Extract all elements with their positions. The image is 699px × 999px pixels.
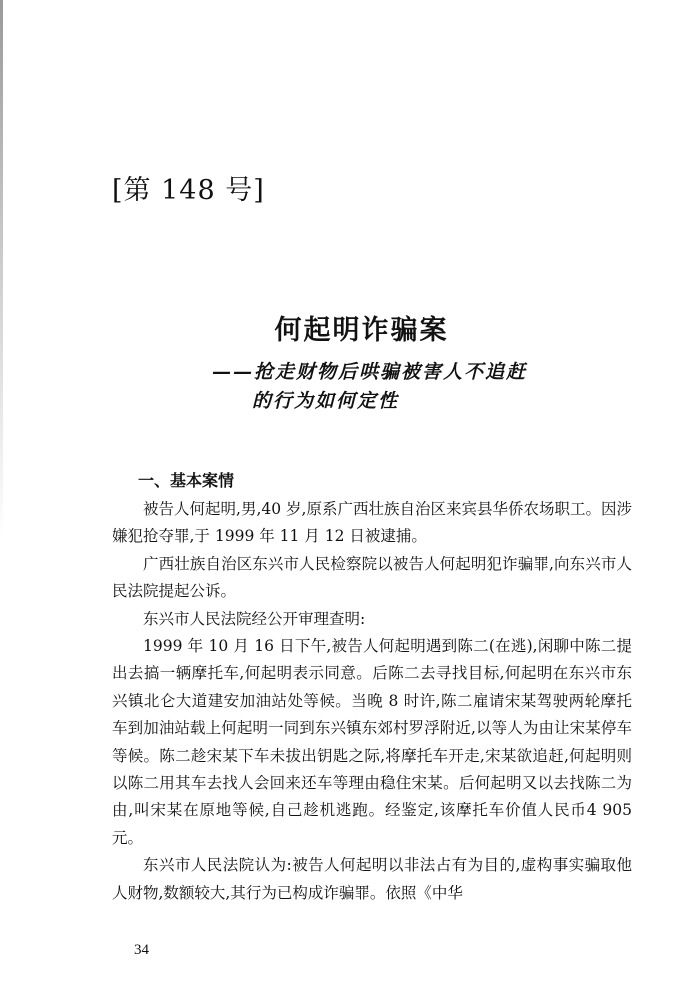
paragraph-court-findings-intro: 东兴市人民法院经公开审理查明:: [143, 609, 366, 628]
paragraph-court-opinion: 东兴市人民法院认为:被告人何起明以非法占有为目的,虚构事实骗取他人财物,数额较大,其行为已构成诈骗罪。依照《中华: [112, 856, 632, 902]
paragraph-prosecution: 广西壮族自治区东兴市人民检察院以被告人何起明犯诈骗罪,向东兴市人民法院提起公诉。: [112, 554, 632, 601]
case-title: 何起明诈骗案: [274, 315, 449, 346]
body-text: [112, 496, 632, 907]
scan-edge-shadow: [0, 0, 3, 540]
case-subtitle-line1: ——抢走财物后哄骗被害人不追赶: [212, 361, 528, 383]
paragraph-defendant-info: 被告人何起明,男,40 岁,原系广西壮族自治区来宾县华侨农场职工。因涉嫌犯抢夺罪,于 1999 年 11 月 12 日被逮捕。: [112, 500, 632, 546]
case-number: [第 148 号]: [112, 175, 265, 206]
paragraph-facts: 1999 年 10 月 16 日下午,被告人何起明遇到陈二(在逃),闲聊中陈二提出去搞一辆摩托车,何起明表示同意。后陈二去寻找目标,何起明在东兴市东兴镇北仑大道建安加油站处等候。当晚 8 时许,陈二雇请宋某驾驶两轮摩托车到加油站载上何起明一同到东兴镇东郊村罗浮附近,以等人为由让宋某停车等候。陈二趁宋某下车未拔出钥匙之际,将摩托车开走,宋某欲追赶,何起明则以陈二用其车去找人会回来还车等理由稳住宋某。后何起明又以去找陈二为由,叫宋某在原地等候,自己趁机逃跑。经鉴定,该摩托车价值人民币4 905元。: [112, 637, 632, 847]
page-number: 34: [134, 942, 149, 958]
section-heading: 一、基本案情: [138, 471, 235, 490]
case-subtitle-line2: 的行为如何定性: [252, 390, 400, 412]
